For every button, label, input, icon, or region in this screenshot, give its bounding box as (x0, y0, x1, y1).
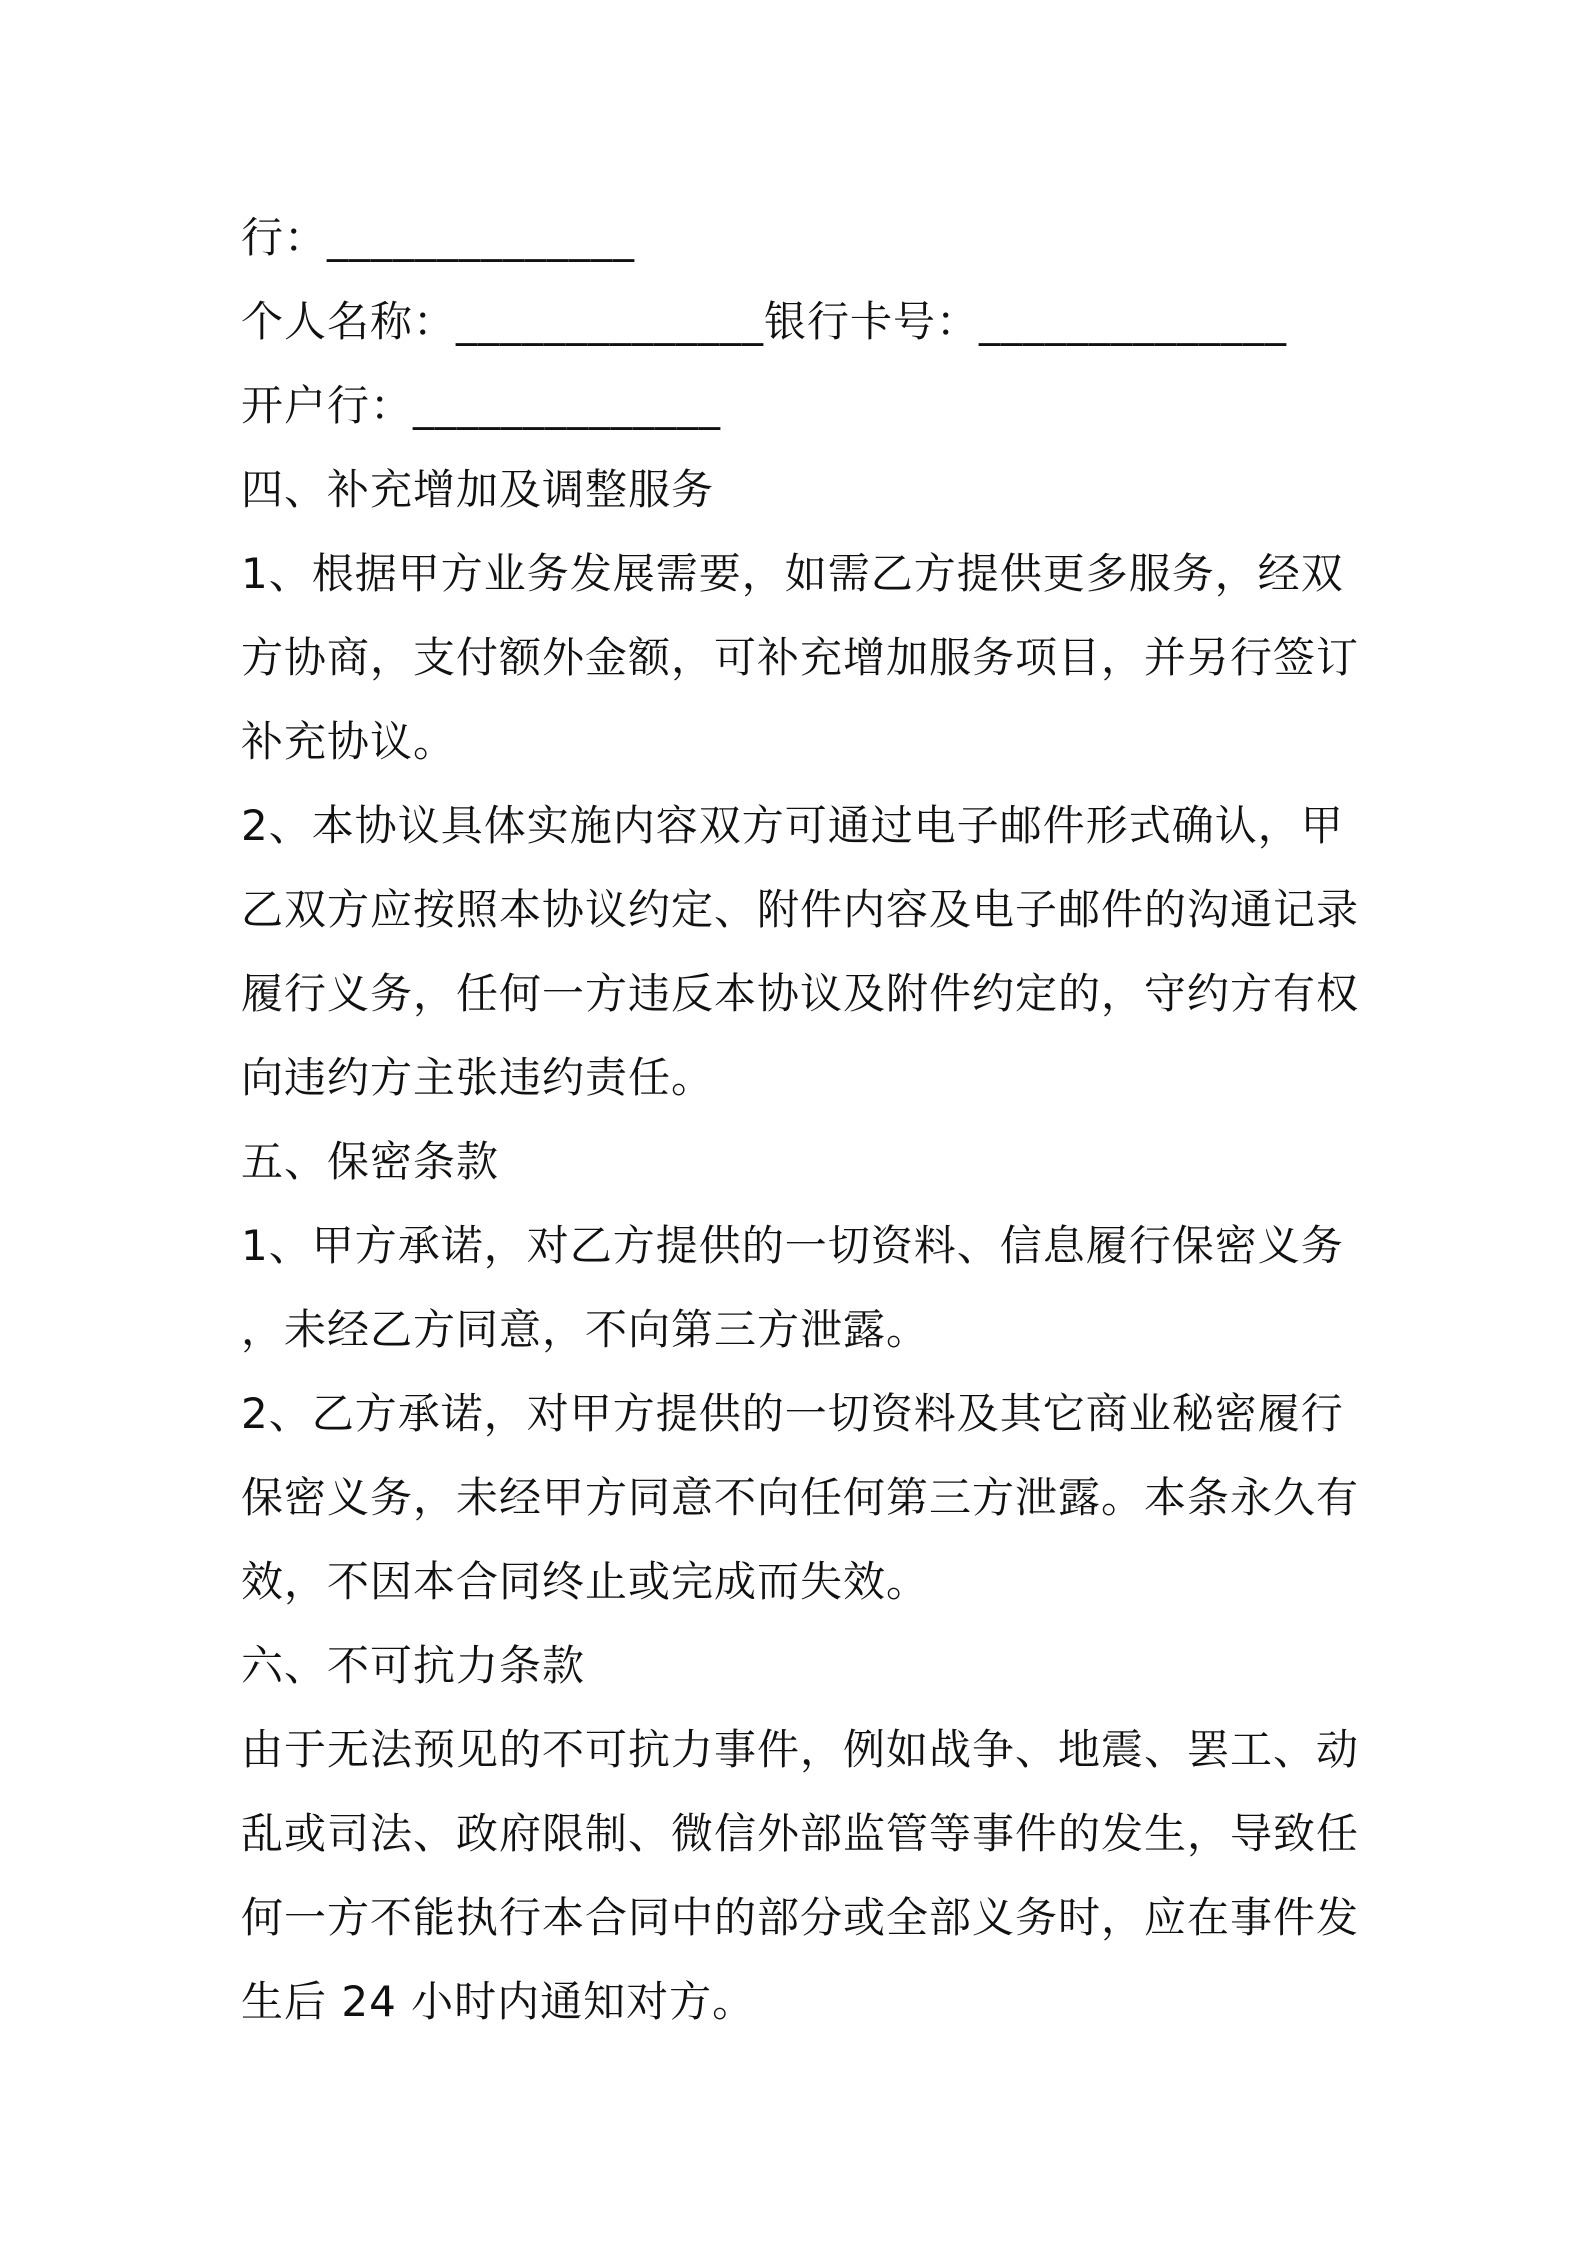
personal-name-line: 个人名称：______________银行卡号：______________ (241, 297, 1288, 346)
section-5-para-2-line-2: 保密义务，未经甲方同意不向任何第三方泄露。本条永久有 (241, 1473, 1360, 1522)
section-5-para-1-line-2: ，未经乙方同意，不向第三方泄露。 (241, 1305, 930, 1354)
section-6-para-line-4: 生后 24 小时内通知对方。 (241, 1977, 756, 2026)
section-4-para-2-line-3: 履行义务，任何一方违反本协议及附件约定的，守约方有权 (241, 969, 1360, 1018)
section-6-para-line-3: 何一方不能执行本合同中的部分或全部义务时，应在事件发 (241, 1893, 1360, 1942)
section-5-para-2-line-3: 效，不因本合同终止或完成而失效。 (241, 1557, 930, 1606)
section-6-para-line-2: 乱或司法、政府限制、微信外部监管等事件的发生，导致任 (241, 1809, 1360, 1858)
section-4-para-2-line-1: 2、本协议具体实施内容双方可通过电子邮件形式确认，甲 (241, 801, 1344, 850)
section-6-heading: 六、不可抗力条款 (241, 1641, 586, 1690)
section-5-para-2-line-1: 2、乙方承诺，对甲方提供的一切资料及其它商业秘密履行 (241, 1389, 1344, 1438)
section-5-heading: 五、保密条款 (241, 1137, 500, 1186)
bank-branch-line: 行：______________ (241, 213, 636, 262)
section-5-para-1-line-1: 1、甲方承诺，对乙方提供的一切资料、信息履行保密义务 (241, 1221, 1344, 1270)
document-body (241, 196, 1361, 2044)
section-6-para-line-1: 由于无法预见的不可抗力事件，例如战争、地震、罢工、动 (241, 1725, 1360, 1774)
section-4-para-2-line-2: 乙双方应按照本协议约定、附件内容及电子邮件的沟通记录 (241, 885, 1360, 934)
account-bank-line: 开户行：______________ (241, 381, 722, 430)
section-4-heading: 四、补充增加及调整服务 (241, 465, 715, 514)
section-4-para-2-line-4: 向违约方主张违约责任。 (241, 1053, 715, 1102)
section-4-para-1-line-1: 1、根据甲方业务发展需要，如需乙方提供更多服务，经双 (241, 549, 1344, 598)
section-4-para-1-line-3: 补充协议。 (241, 717, 457, 766)
section-4-para-1-line-2: 方协商，支付额外金额，可补充增加服务项目，并另行签订 (241, 633, 1360, 682)
